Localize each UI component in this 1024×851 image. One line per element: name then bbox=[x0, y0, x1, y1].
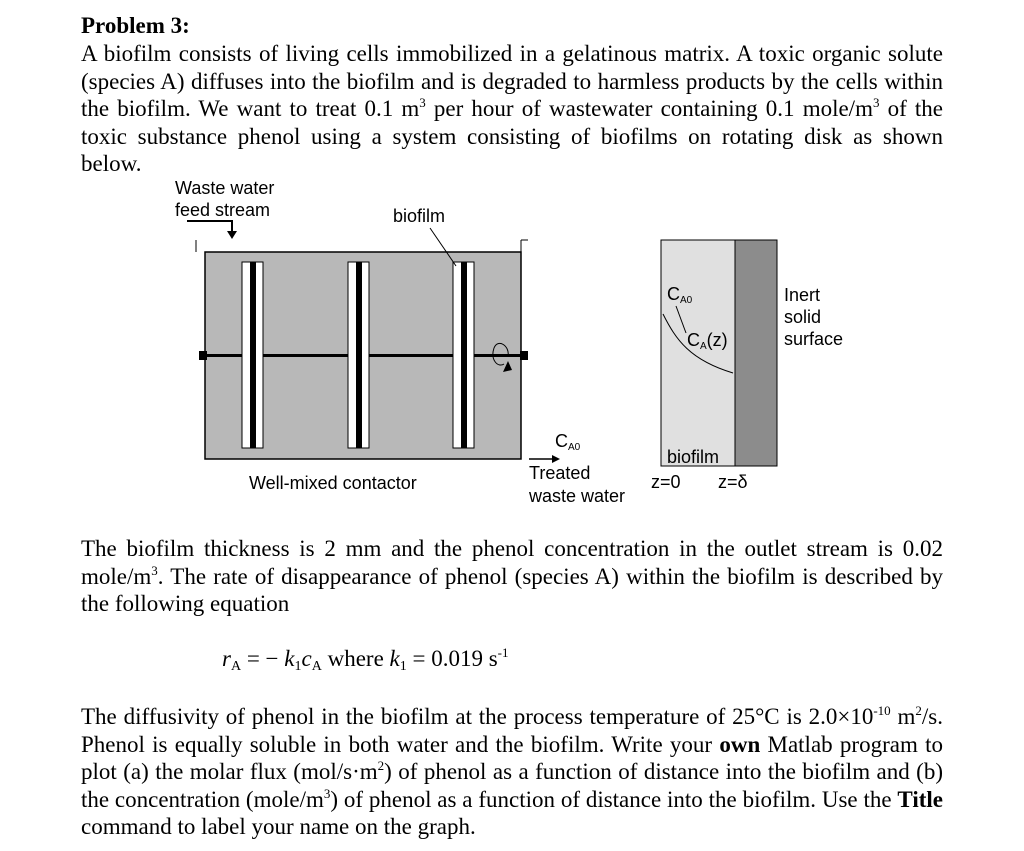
profile-biofilm-label: biofilm bbox=[667, 447, 720, 467]
feed-arrowhead bbox=[227, 231, 237, 239]
feed-arrow bbox=[187, 221, 232, 232]
disk-2 bbox=[348, 262, 369, 448]
shaft-right-end bbox=[520, 351, 528, 360]
contactor-label: Well-mixed contactor bbox=[249, 473, 417, 493]
inert-solid-surface bbox=[735, 240, 777, 466]
diffusivity-paragraph: The diffusivity of phenol in the biofilm at the process temperature of 25°C is $2.0\times 10^{-10}$ $m^2/s$. Phenol is equally soluble in both water and the biofilm. Write your own Matlab program to plot (a) the molar flux $(mol/s\cdot m^2)$ of phenol as a function of distance into the biofilm and (b) the concentration $(mole/m^3)$ of phenol as a function of distance into the biofilm. Use the Title command to label your name on the graph. bbox=[81, 703, 943, 839]
inert-label-line2: solid bbox=[784, 307, 822, 327]
outlet-label-line1: Treated bbox=[529, 463, 591, 483]
problem-title: Problem 3: bbox=[81, 13, 190, 38]
profile-top-label: CA0 bbox=[667, 284, 693, 306]
feed-label-line2: feed stream bbox=[175, 200, 271, 220]
inert-label-line1: Inert bbox=[784, 285, 821, 305]
biofilm-label: biofilm bbox=[393, 206, 446, 226]
outlet-label-line2: waste water bbox=[529, 486, 626, 506]
inert-label-line3: surface bbox=[784, 329, 844, 349]
thickness-paragraph: The biofilm thickness is 2 mm and the phenol concentration in the outlet stream is 0.02 mole/$m^3$. The rate of disappearance of phenol (species A) within the biofilm is described by the following equation bbox=[81, 536, 943, 616]
rate-equation: $r_A$ = − $k_1c_A$ where $k_1 = 0.019$ $s^{-1}$ bbox=[222, 645, 509, 674]
intro-paragraph: A biofilm consists of living cells immobilized in a gelatinous matrix. A toxic organic solute (species A) diffuses into the biofilm and is degraded to harmless products by the cells within the biofilm. We want to treat 0.1 $m^3$ per hour of wastewater containing 0.1 mole/$m^3$ of the toxic substance phenol using a system consisting of biofilms on rotating disk as shown below. bbox=[81, 41, 943, 176]
feed-label-line1: Waste water bbox=[175, 178, 275, 198]
profile-curve-label: CA(z) bbox=[687, 330, 728, 352]
z0-label: z=0 bbox=[651, 472, 681, 492]
disk-1 bbox=[242, 262, 263, 448]
outlet-arrowhead bbox=[552, 455, 560, 463]
zdelta-label: z=δ bbox=[718, 472, 748, 492]
biofilm-region bbox=[661, 240, 735, 466]
disk-3 bbox=[453, 262, 474, 448]
outlet-conc-label: CA0 bbox=[555, 431, 581, 453]
